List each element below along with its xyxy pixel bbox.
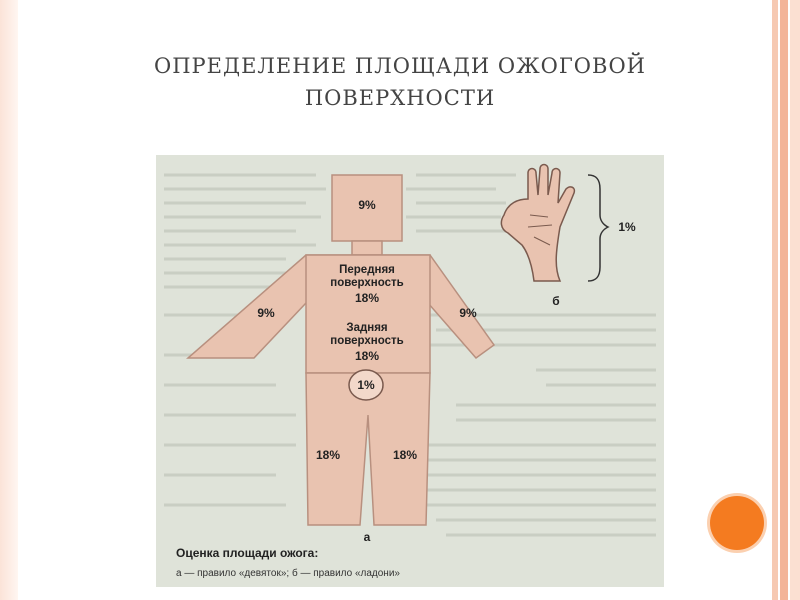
caption-text: а — правило «девяток»; б — правило «ладони» bbox=[176, 568, 400, 579]
palm-pct: 1% bbox=[618, 220, 636, 234]
left-decor-stripe bbox=[0, 0, 18, 600]
left-leg-pct: 18% bbox=[315, 448, 341, 462]
back-label-2: поверхность bbox=[330, 335, 404, 347]
back-label-1: Задняя bbox=[346, 322, 388, 334]
front-pct: 18% bbox=[354, 291, 380, 305]
right-decor-stripes bbox=[766, 0, 800, 600]
front-label-1: Передняя bbox=[339, 264, 395, 276]
slide-title bbox=[120, 50, 680, 114]
slide-title-line2: ПОВЕРХНОСТИ bbox=[304, 86, 496, 110]
front-label-2: поверхность bbox=[330, 277, 404, 289]
perineum-pct: 1% bbox=[357, 378, 375, 392]
right-leg-pct: 18% bbox=[392, 448, 418, 462]
label-b: б bbox=[552, 294, 560, 308]
burn-area-diagram bbox=[156, 155, 664, 587]
caption-title: Оценка площади ожога: bbox=[176, 546, 319, 560]
neck-region bbox=[352, 241, 382, 255]
decor-orange-circle bbox=[710, 496, 764, 550]
left-arm-pct: 9% bbox=[257, 306, 275, 320]
back-pct: 18% bbox=[354, 349, 380, 363]
head-pct: 9% bbox=[358, 198, 376, 212]
slide-title-line1: ОПРЕДЕЛЕНИЕ ПЛОЩАДИ ОЖОГОВОЙ bbox=[154, 54, 646, 78]
label-a: а bbox=[363, 530, 371, 544]
right-arm-pct: 9% bbox=[459, 306, 477, 320]
